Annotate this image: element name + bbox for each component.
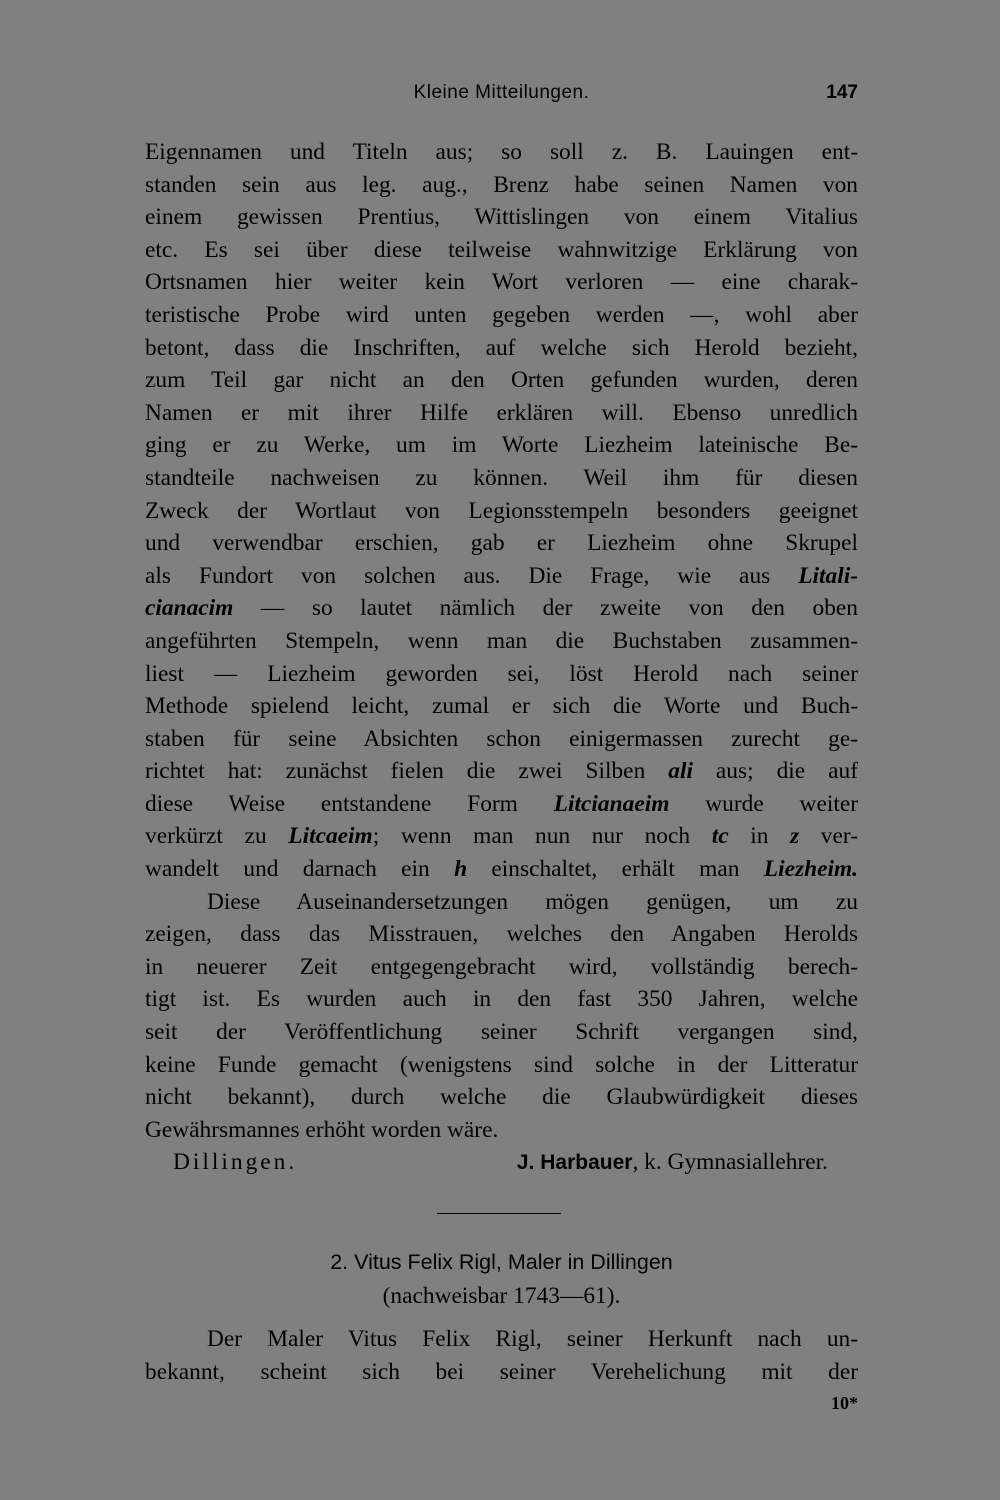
section-text bbox=[145, 1323, 858, 1388]
text-segment: ver- bbox=[799, 823, 858, 850]
text-segment: wurde weiter bbox=[669, 790, 858, 817]
author-title: , k. Gymnasiallehrer. bbox=[632, 1149, 828, 1176]
italic-word: tc bbox=[711, 823, 729, 850]
italic-word: Litcianaeim bbox=[553, 790, 670, 817]
text-line bbox=[145, 592, 858, 625]
text-line: liest — Liezheim geworden sei, löst Herold nach seiner bbox=[145, 660, 858, 687]
page-number: 147 bbox=[826, 82, 858, 103]
text-line: nicht bekannt), durch welche die Glaubwürdigkeit dieses bbox=[145, 1084, 858, 1111]
text-line: einem gewissen Prentius, Wittislingen von einem Vitalius bbox=[145, 204, 858, 231]
italic-word: cianacim bbox=[145, 595, 234, 622]
text-line: standteile nachweisen zu können. Weil ihm für diesen bbox=[145, 464, 858, 491]
italic-word: ali bbox=[668, 758, 693, 785]
text-segment: einschaltet, erhält man bbox=[467, 856, 764, 883]
section-title: 2. Vitus Felix Rigl, Maler in Dillingen bbox=[330, 1250, 673, 1274]
text-line: etc. Es sei über diese teilweise wahnwitzige Erklärung von bbox=[145, 236, 858, 263]
text-segment: als Fundort von solchen aus. Die Frage, wie aus bbox=[145, 562, 799, 589]
text-line: betont, dass die Inschriften, auf welche sich Herold bezieht, bbox=[145, 334, 858, 361]
italic-word: Litcaeim bbox=[288, 823, 373, 850]
paragraph-1 bbox=[145, 136, 858, 886]
text-line: keine Funde gemacht (wenigstens sind solche in der Litteratur bbox=[145, 1051, 858, 1078]
signature-line bbox=[145, 1146, 858, 1180]
text-segment: — so lautet nämlich der zweite von den oben bbox=[233, 595, 858, 622]
text-line: bekannt, scheint sich bei seiner Verehelichung mit der bbox=[145, 1358, 858, 1385]
text-line bbox=[145, 820, 858, 853]
italic-word: z bbox=[790, 823, 800, 850]
running-head-title: Kleine Mitteilungen. bbox=[413, 82, 590, 103]
text-line: Namen er mit ihrer Hilfe erklären will. Ebenso unredlich bbox=[145, 399, 858, 426]
text-line: teristische Probe wird unten gegeben werden —, wohl aber bbox=[145, 301, 858, 328]
text-line: Eigennamen und Titeln aus; so soll z. B. Lauingen ent- bbox=[145, 139, 858, 165]
italic-word: h bbox=[454, 856, 468, 883]
running-head bbox=[145, 82, 858, 112]
text-line: standen sein aus leg. aug., Brenz habe seinen Namen von bbox=[145, 171, 858, 198]
signature-place: Dillingen. bbox=[173, 1149, 298, 1176]
text-segment: diese Weise entstandene Form bbox=[145, 790, 554, 817]
text-line: angeführten Stempeln, wenn man die Buchstaben zusammen- bbox=[145, 627, 858, 654]
italic-word: Litali- bbox=[798, 562, 858, 589]
paragraph-2 bbox=[145, 886, 858, 1147]
section-subtitle: (nachweisbar 1743—61). bbox=[382, 1283, 621, 1309]
text-segment: verkürzt zu bbox=[145, 823, 289, 850]
text-segment: richtet hat: zunächst fielen die zwei Silben bbox=[145, 758, 669, 785]
text-line: Der Maler Vitus Felix Rigl, seiner Herkunft nach un- bbox=[207, 1326, 858, 1352]
text-line: Diese Auseinandersetzungen mögen genügen, um zu bbox=[207, 888, 858, 915]
text-line: tigt ist. Es wurden auch in den fast 350 Jahren, welche bbox=[145, 986, 858, 1013]
signature-author bbox=[517, 1146, 828, 1180]
text-segment: in bbox=[728, 823, 791, 850]
text-line bbox=[145, 853, 858, 886]
text-line: staben für seine Absichten schon einigermassen zurecht ge- bbox=[145, 725, 858, 752]
text-line: in neuerer Zeit entgegengebracht wird, vollständig berech- bbox=[145, 953, 858, 980]
paragraph-3 bbox=[145, 1323, 858, 1388]
text-line: zeigen, dass das Misstrauen, welches den Angaben Herolds bbox=[145, 921, 858, 948]
text-line: zum Teil gar nicht an den Orten gefunden wurden, deren bbox=[145, 367, 858, 394]
author-name: J. Harbauer bbox=[516, 1151, 633, 1175]
text-line: ging er zu Werke, um im Worte Liezheim lateinische Be- bbox=[145, 432, 858, 459]
text-segment: aus; die auf bbox=[692, 758, 858, 785]
section-divider bbox=[437, 1213, 561, 1214]
text-line: Gewährsmannes erhöht worden wäre. bbox=[145, 1116, 499, 1143]
text-line bbox=[145, 560, 858, 593]
text-segment: ; wenn man nun nur noch bbox=[372, 823, 712, 850]
text-line bbox=[145, 788, 858, 821]
text-line: Ortsnamen hier weiter kein Wort verloren — eine charak- bbox=[145, 269, 858, 296]
text-segment: wandelt und darnach ein bbox=[145, 856, 455, 883]
text-line bbox=[145, 755, 858, 788]
italic-word: Liezheim. bbox=[763, 856, 858, 883]
main-text bbox=[145, 136, 858, 1180]
text-line: seit der Veröffentlichung seiner Schrift vergangen sind, bbox=[145, 1019, 858, 1046]
text-line: und verwendbar erschien, gab er Liezheim ohne Skrupel bbox=[145, 530, 858, 557]
text-line: Methode spielend leicht, zumal er sich die Worte und Buch- bbox=[145, 693, 858, 720]
text-line: Zweck der Wortlaut von Legionsstempeln besonders geeignet bbox=[145, 497, 858, 524]
printer-signature-mark: 10* bbox=[831, 1393, 858, 1413]
